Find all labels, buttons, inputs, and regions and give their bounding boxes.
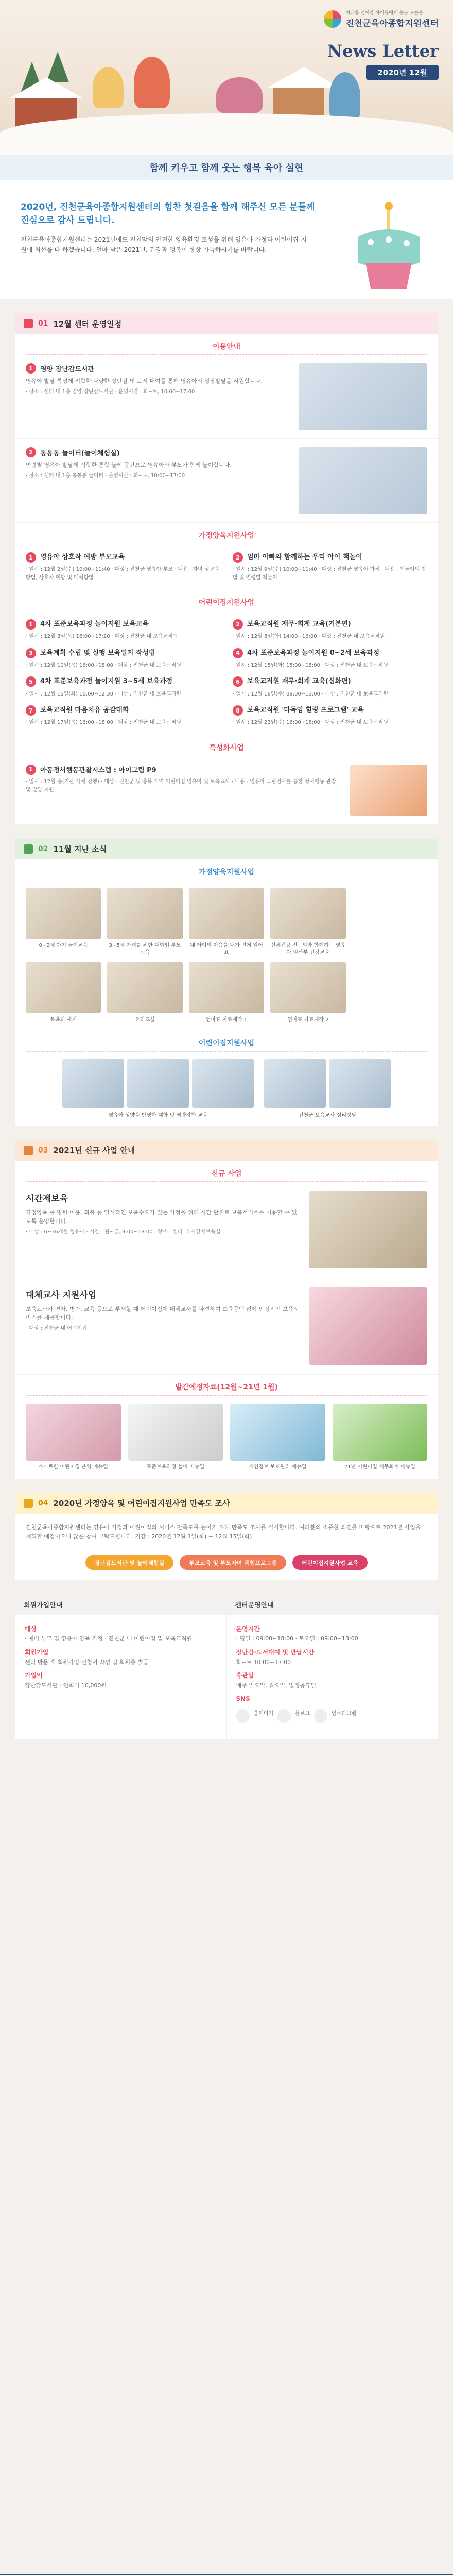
item-number: 1 [26, 765, 36, 775]
item-number: 7 [26, 705, 36, 716]
program-title: 보육교직원 재무·회계 교육(기본편) [247, 620, 351, 629]
sns-label[interactable]: 인스타그램 [332, 1710, 357, 1717]
photo-group[interactable] [62, 1059, 254, 1118]
gallery-photo[interactable] [270, 888, 345, 956]
family-illustration [329, 72, 360, 121]
category-label-new: 신규 사업 [26, 1161, 427, 1182]
item-number: 4 [233, 648, 243, 658]
membership-info [15, 1595, 226, 1739]
publication-title: 21년 어린이집 재무회계 매뉴얼 [344, 1464, 415, 1470]
section-number: 02 [38, 844, 48, 853]
program-desc: 연령별 영유아 발달에 적합한 통합 놀이 공간으로 영유아와 부모가 함께 놀이합니다. [26, 462, 232, 468]
photo-caption: 엄마표 자료제작 1 [205, 1016, 248, 1023]
section-header [15, 313, 438, 334]
section-header [15, 839, 438, 859]
program-item [15, 439, 438, 523]
photo-caption: 영유아 성향을 반영한 대화 및 역량강화 교육 [108, 1112, 208, 1118]
info-text: · 예비 부모 및 영유아 양육 가정 · 진천군 내 어린이집 및 보육교직원 [25, 1635, 193, 1642]
section-header [15, 1140, 438, 1161]
home-program-grid [15, 544, 438, 590]
info-subtitle: 휴관일 [236, 1672, 254, 1680]
section-number: 04 [38, 1499, 48, 1507]
publication-title: 스마트한 어린이집 운영 매뉴얼 [38, 1464, 108, 1470]
program-title: 영유아 상호작 예방 부모교육 [40, 553, 125, 561]
info-subtitle: 운영시간 [236, 1625, 260, 1633]
survey-buttons [15, 1551, 438, 1580]
section-title: 2021년 신규 사업 안내 [53, 1146, 135, 1156]
item-number: 6 [233, 676, 243, 687]
toy-library-photo [299, 363, 427, 430]
program-title: 통통통 놀이터(놀이체험실) [40, 449, 120, 457]
publication-item[interactable] [333, 1404, 428, 1470]
program-detail: · 일시 : 12월 3일(목) 16:00~17:20 · 대상 : 진천군 내 보육교직원 [26, 634, 178, 640]
category-label-publications: 발간예정자료(12월~21년 1월) [26, 1375, 427, 1396]
info-text: · 평일 : 09:00~18:00 · 토요일 : 09:00~13:00 [236, 1635, 358, 1642]
drawing-test-illustration [350, 765, 427, 816]
photo-caption: 내 아이의 마음을 내가 먼저 읽어요 [190, 942, 263, 955]
daycare-program-grid [15, 611, 438, 735]
item-number: 2 [233, 619, 243, 630]
category-label-home: 가정양육지원사업 [26, 859, 427, 880]
survey-parent-education-button[interactable]: 부모교육 및 부모자녀 체험프로그램 [180, 1555, 286, 1570]
category-label-daycare: 어린이집지원사업 [26, 590, 427, 611]
program-item [233, 619, 427, 641]
program-item [15, 756, 438, 824]
project-desc: 보육교사가 연차, 병가, 교육 등으로 부재할 때 어린이집에 대체교사를 파견하여 보육공백 없이 안정적인 보육서비스를 제공합니다. [26, 1305, 299, 1321]
publication-item[interactable] [128, 1404, 223, 1470]
survey-icon [24, 1499, 33, 1508]
substitute-teacher-illustration [309, 1287, 427, 1365]
photo-gallery [15, 880, 438, 1030]
program-item [26, 705, 220, 727]
calendar-icon [24, 319, 33, 328]
program-detail: · 일시 : 12월 8일(화) 14:00~16:00 · 대상 : 진천군 내 보육교직원 [233, 634, 385, 640]
cake-illustration [345, 185, 432, 294]
program-item [26, 676, 220, 698]
news-icon [24, 844, 33, 854]
section-november-news [15, 839, 438, 1126]
section-new-projects [15, 1140, 438, 1479]
publication-title: 표준보육과정 놀이 매뉴얼 [146, 1464, 205, 1470]
gallery-photo[interactable] [107, 888, 182, 956]
section-survey [15, 1493, 438, 1580]
info-title: 회원가입안내 [15, 1595, 226, 1615]
daycare-photo-gallery [15, 1052, 438, 1126]
sled-illustration [216, 77, 263, 113]
project-title: 시간제보육 [26, 1193, 68, 1204]
photo-caption: 0~2세 아기 놀이교육 [39, 942, 88, 948]
info-subtitle: 회원가입 [25, 1649, 49, 1656]
program-desc: 영유아 발달 특성에 적합한 다양한 장난감 및 도서 대여를 통해 영유아의 성장발달을 지원합니다. [26, 378, 263, 384]
info-text: 화~토 10:00~17:00 [236, 1658, 291, 1666]
gallery-photo[interactable] [189, 888, 264, 956]
program-item [26, 648, 220, 670]
program-title: 4차 표준보육과정 놀이지원 보육교육 [40, 620, 149, 629]
info-title: 센터운영안내 [227, 1595, 438, 1615]
category-label-special: 특성화사업 [26, 735, 427, 756]
item-number: 2 [233, 552, 243, 563]
logo-mark-icon [324, 10, 341, 28]
gallery-photo[interactable] [107, 962, 182, 1023]
gallery-photo[interactable] [270, 962, 345, 1023]
item-number: 8 [233, 705, 243, 716]
item-number: 2 [26, 447, 36, 457]
section-title: 2020년 가정양육 및 어린이집지원사업 만족도 조사 [53, 1499, 230, 1509]
info-subtitle: 장난감·도서대여 및 반납시간 [236, 1649, 315, 1656]
program-detail: · 일시 : 12월 10일(목) 16:00~18:00 · 대상 : 진천군 내 보육교직원 [26, 662, 181, 668]
new-project-item [15, 1278, 438, 1375]
item-number: 1 [26, 363, 36, 374]
slogan-banner [0, 155, 453, 180]
item-number: 5 [26, 676, 36, 687]
section-number: 03 [38, 1146, 48, 1155]
logo-subtitle: 미래를 열어갈 아이들에게 웃는 오늘을 [345, 11, 423, 16]
program-detail: · 일시 : 12월 23일(수) 16:00~18:00 · 대상 : 진천군 내 보육교직원 [233, 720, 388, 726]
hero-header [0, 0, 453, 155]
section-number: 01 [38, 319, 48, 328]
project-title: 대체교사 지원사업 [26, 1290, 97, 1300]
childcare-photo [309, 1191, 427, 1268]
section-title: 11월 지난 소식 [53, 844, 107, 854]
publication-item[interactable] [230, 1404, 325, 1470]
program-item [233, 705, 427, 727]
project-detail: · 대상 : 6~36개월 영유아 · 시간 : 월~금, 9:00~18:00 · 장소 : 센터 내 시간제보육실 [26, 1229, 221, 1235]
program-item [26, 619, 220, 641]
photo-caption: 진천군 보육교사 심리상담 [298, 1112, 357, 1118]
sns-links [236, 1709, 429, 1723]
instagram-icon[interactable] [314, 1709, 327, 1723]
info-text: 매주 일요일, 월요일, 법정공휴일 [236, 1682, 317, 1689]
christmas-decoration [352, 888, 427, 956]
program-detail: · 일시 : 12월 중(기관 자체 진행) · 대상 : 진천군 및 충북 지역 어린이집 영유아 및 보육교사 · 내용 : 영유아 그림검사를 통한 정서행동 관찰 및 발달 지원 [26, 778, 336, 793]
program-item [26, 552, 220, 582]
photo-caption: 요리교실 [135, 1016, 155, 1023]
program-detail: · 장소 : 센터 내 1층 영양 장난감도서관 · 운영시간 : 화~토, 10:00~17:00 [26, 388, 195, 395]
project-detail: · 대상 : 진천군 내 어린이집 [26, 1325, 88, 1331]
item-number: 1 [26, 552, 36, 563]
info-text: 센터 방문 후 회원가입 신청서 작성 및 회원증 발급 [25, 1658, 149, 1666]
logo-name: 진천군육아종합지원센터 [345, 19, 439, 29]
category-label-use: 이용안내 [26, 334, 427, 355]
megaphone-icon [24, 1146, 33, 1155]
blog-icon[interactable] [277, 1709, 291, 1723]
operation-info [226, 1595, 438, 1739]
program-detail: · 일시 : 12월 15일(화) 10:00~12:30 · 대상 : 진천군 내 보육교직원 [26, 691, 181, 697]
gallery-photo[interactable] [26, 962, 101, 1023]
program-item [15, 355, 438, 439]
program-item [233, 648, 427, 670]
section-header [15, 1493, 438, 1514]
program-title: 보육교직원 '다독임 힐링 프로그램' 교육 [247, 706, 364, 715]
publication-item[interactable] [26, 1404, 121, 1470]
info-subtitle: 가입비 [25, 1672, 43, 1680]
program-detail: · 장소 : 센터 내 1층 통통통 놀이터 · 운영시간 : 화~토, 10:00~17:00 [26, 472, 185, 479]
photo-group[interactable] [264, 1059, 391, 1118]
publication-title: 개인정보 보호관리 매뉴얼 [248, 1464, 307, 1470]
program-title: 보육교직원 재무·회계 교육(심화편) [247, 677, 351, 686]
item-number: 1 [26, 619, 36, 630]
slogan-text: 함께 키우고 함께 웃는 행복 육아 실현 [149, 163, 304, 174]
sns-label[interactable]: 블로그 [295, 1710, 310, 1717]
playroom-photo [299, 447, 427, 514]
program-title: 보육교직원 마음치유 공감대화 [40, 706, 129, 715]
homepage-icon[interactable] [236, 1709, 250, 1723]
program-detail: · 일시 : 12월 9일(수) 10:00~11:40 · 대상 : 진천군 영유아 가정 · 내용 : 책놀이의 방법 및 연령별 책놀이 [233, 567, 426, 581]
program-detail: · 일시 : 12월 17일(목) 16:00~18:00 · 대상 : 진천군 내 보육교직원 [26, 720, 181, 726]
gallery-photo[interactable] [26, 888, 101, 956]
photo-caption: 3~5세 자녀를 위한 대화법 부모교육 [109, 942, 181, 955]
program-item [233, 676, 427, 698]
center-logo[interactable] [324, 9, 439, 29]
publication-list [15, 1396, 438, 1479]
child-illustration [93, 67, 124, 108]
gallery-photo[interactable] [189, 962, 264, 1023]
section-title: 12월 센터 운영일정 [53, 319, 122, 329]
info-section [15, 1595, 438, 1739]
survey-toy-library-button[interactable]: 장난감도서관 및 놀이체험실 [85, 1555, 173, 1570]
program-title: 엄마 아빠와 함께하는 우리 아이 책놀이 [247, 553, 362, 561]
issue-badge: 2020년 12월 [366, 65, 439, 80]
photo-caption: 목욕의 세계 [50, 1016, 77, 1023]
info-subtitle: 대상 [25, 1625, 37, 1633]
snow-ground [0, 113, 453, 155]
intro-block [0, 180, 453, 299]
photo-caption: 신체건강 전문의와 함께하는 영유아 임산부 건강교육 [271, 942, 345, 955]
program-item [233, 552, 427, 582]
parent-illustration [134, 57, 170, 108]
program-detail: · 일시 : 12월 2일(수) 10:00~11:40 · 대상 : 진천군 영유아 부모 · 내용 : 자녀 성교육 방법, 상호작 예방 및 대처방법 [26, 567, 219, 581]
program-title: 아동정서행동관찰시스템 : 아이그림 P9 [40, 767, 156, 775]
program-title: 4차 표준보육과정 놀이지원 0~2세 보육과정 [247, 649, 380, 657]
item-number: 3 [26, 648, 36, 658]
category-label-home: 가정양육지원사업 [26, 523, 427, 544]
program-title: 영양 장난감도서관 [40, 365, 94, 374]
photo-caption: 엄마표 자료제작 2 [287, 1016, 329, 1023]
intro-body: 진천군육아종합지원센터는 2021년에도 진천맘의 안전한 양육환경 조성을 위해 영유아 가정과 어린이집 지원에 최선을 다 하겠습니다. 얼마 남은 2021년, 건강과 행복이 항상 가득하시기를 바랍니다. [21, 236, 307, 254]
section-december-schedule [15, 313, 438, 824]
survey-daycare-education-button[interactable]: 어린이집지원사업 교육 [292, 1555, 368, 1570]
program-title: 4차 표준보육과정 놀이지원 3~5세 보육과정 [40, 677, 173, 686]
program-detail: · 일시 : 12월 16일(수) 09:00~13:00 · 대상 : 진천군 내 보육교직원 [233, 691, 388, 697]
info-subtitle: SNS [236, 1695, 250, 1703]
info-text: 장난감도서관 : 연회비 10,000원 [25, 1682, 107, 1689]
newsletter-title: News Letter [327, 41, 439, 61]
sns-label[interactable]: 홈페이지 [253, 1710, 274, 1717]
category-label-daycare: 어린이집지원사업 [26, 1030, 427, 1052]
program-title: 보육계획 수립 및 실행 보육일지 작성법 [40, 649, 155, 657]
new-project-item [15, 1182, 438, 1278]
project-desc: 가정양육 중 병원 이용, 외출 등 일시적인 보육수요가 있는 가정을 위해 시간 단위로 보육서비스를 이용할 수 있도록 운영합니다. [26, 1209, 297, 1225]
footer [0, 2574, 453, 2576]
survey-description: 진천군육아종합지원센터는 영유아 가정과 어린이집의 서비스 만족도를 높이기 위해 만족도 조사를 실시합니다. 여러분의 소중한 의견을 바탕으로 2021년 사업을 계획할 예정이오니 많은 참여 부탁드립니다. 기간 : 2020년 12월 1일(화) ~ 12월 15일(화) [26, 1523, 421, 1540]
intro-headline: 2020년, 진천군육아종합지원센터의 힘찬 첫걸음을 함께 해주신 모든 분들께 진심으로 감사 드립니다. [21, 202, 315, 226]
program-detail: · 일시 : 12월 15일(화) 15:00~18:00 · 대상 : 진천군 내 보육교직원 [233, 662, 388, 668]
